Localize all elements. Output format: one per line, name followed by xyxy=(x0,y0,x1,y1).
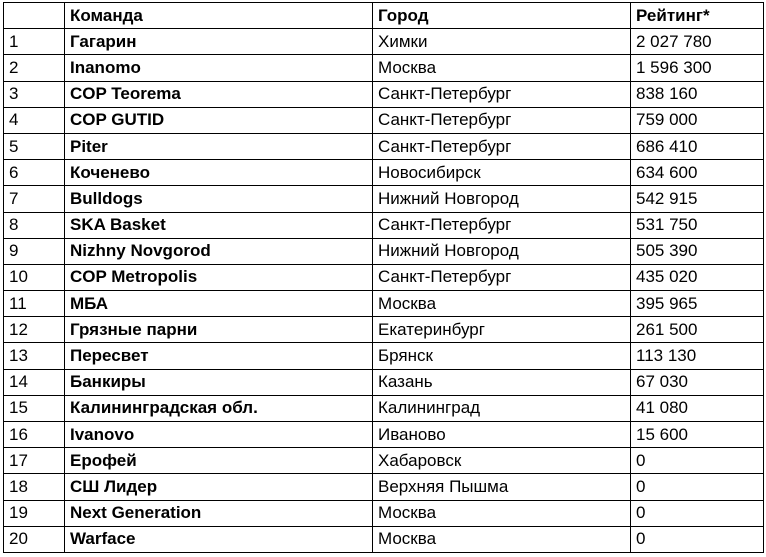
table-row xyxy=(4,291,764,317)
table-row xyxy=(4,212,764,238)
cell-team: SKA Basket xyxy=(65,212,373,238)
table-row xyxy=(4,422,764,448)
cell-rating: 15 600 xyxy=(631,422,764,448)
cell-team: Грязные парни xyxy=(65,317,373,343)
cell-number: 12 xyxy=(4,317,65,343)
cell-rating: 261 500 xyxy=(631,317,764,343)
table-row xyxy=(4,186,764,212)
cell-team: Ерофей xyxy=(65,448,373,474)
cell-number: 7 xyxy=(4,186,65,212)
cell-team: Warface xyxy=(65,526,373,552)
rating-table xyxy=(3,2,764,553)
cell-number: 9 xyxy=(4,238,65,264)
header-team: Команда xyxy=(65,3,373,29)
cell-team: Ivanovo xyxy=(65,422,373,448)
cell-number: 6 xyxy=(4,160,65,186)
table-row xyxy=(4,133,764,159)
cell-number: 19 xyxy=(4,500,65,526)
table-header xyxy=(4,3,764,29)
cell-team: Гагарин xyxy=(65,29,373,55)
cell-number: 2 xyxy=(4,55,65,81)
table-row xyxy=(4,448,764,474)
cell-rating: 0 xyxy=(631,500,764,526)
cell-rating: 505 390 xyxy=(631,238,764,264)
table-row xyxy=(4,160,764,186)
cell-number: 16 xyxy=(4,422,65,448)
table-row xyxy=(4,29,764,55)
cell-city: Екатеринбург xyxy=(373,317,631,343)
cell-team: МБА xyxy=(65,291,373,317)
cell-number: 15 xyxy=(4,395,65,421)
table-row xyxy=(4,395,764,421)
cell-rating: 113 130 xyxy=(631,343,764,369)
cell-team: Пересвет xyxy=(65,343,373,369)
table-row xyxy=(4,107,764,133)
cell-city: Москва xyxy=(373,526,631,552)
cell-number: 14 xyxy=(4,369,65,395)
cell-city: Химки xyxy=(373,29,631,55)
header-rating: Рейтинг* xyxy=(631,3,764,29)
cell-number: 17 xyxy=(4,448,65,474)
cell-team: Коченево xyxy=(65,160,373,186)
cell-number: 1 xyxy=(4,29,65,55)
cell-team: Калининградская обл. xyxy=(65,395,373,421)
cell-city: Москва xyxy=(373,500,631,526)
cell-city: Нижний Новгород xyxy=(373,238,631,264)
cell-rating: 41 080 xyxy=(631,395,764,421)
cell-city: Иваново xyxy=(373,422,631,448)
cell-number: 3 xyxy=(4,81,65,107)
cell-city: Казань xyxy=(373,369,631,395)
header-row xyxy=(4,3,764,29)
cell-city: Санкт-Петербург xyxy=(373,133,631,159)
cell-number: 5 xyxy=(4,133,65,159)
cell-rating: 0 xyxy=(631,526,764,552)
cell-team: Next Generation xyxy=(65,500,373,526)
table-row xyxy=(4,500,764,526)
header-number xyxy=(4,3,65,29)
cell-team: Piter xyxy=(65,133,373,159)
cell-rating: 686 410 xyxy=(631,133,764,159)
cell-rating: 0 xyxy=(631,474,764,500)
cell-rating: 531 750 xyxy=(631,212,764,238)
cell-team: Банкиры xyxy=(65,369,373,395)
cell-number: 20 xyxy=(4,526,65,552)
cell-city: Москва xyxy=(373,55,631,81)
cell-number: 11 xyxy=(4,291,65,317)
cell-rating: 435 020 xyxy=(631,264,764,290)
cell-city: Санкт-Петербург xyxy=(373,107,631,133)
table-row xyxy=(4,238,764,264)
cell-rating: 2 027 780 xyxy=(631,29,764,55)
cell-city: Нижний Новгород xyxy=(373,186,631,212)
cell-city: Верхняя Пышма xyxy=(373,474,631,500)
cell-city: Брянск xyxy=(373,343,631,369)
cell-city: Санкт-Петербург xyxy=(373,81,631,107)
cell-team: Inanomo xyxy=(65,55,373,81)
cell-number: 13 xyxy=(4,343,65,369)
table-row xyxy=(4,343,764,369)
cell-city: Калининград xyxy=(373,395,631,421)
cell-rating: 395 965 xyxy=(631,291,764,317)
cell-city: Санкт-Петербург xyxy=(373,212,631,238)
cell-number: 4 xyxy=(4,107,65,133)
cell-team: COP Metropolis xyxy=(65,264,373,290)
cell-team: Nizhny Novgorod xyxy=(65,238,373,264)
table-row xyxy=(4,264,764,290)
table-row xyxy=(4,317,764,343)
cell-number: 10 xyxy=(4,264,65,290)
table-row xyxy=(4,369,764,395)
cell-rating: 542 915 xyxy=(631,186,764,212)
cell-rating: 634 600 xyxy=(631,160,764,186)
table-row xyxy=(4,526,764,552)
cell-number: 8 xyxy=(4,212,65,238)
cell-city: Санкт-Петербург xyxy=(373,264,631,290)
cell-team: Bulldogs xyxy=(65,186,373,212)
cell-team: СШ Лидер xyxy=(65,474,373,500)
cell-city: Новосибирск xyxy=(373,160,631,186)
table-row xyxy=(4,474,764,500)
table-body xyxy=(4,29,764,553)
cell-number: 18 xyxy=(4,474,65,500)
cell-team: COP Teorema xyxy=(65,81,373,107)
table-row xyxy=(4,55,764,81)
table-row xyxy=(4,81,764,107)
cell-rating: 0 xyxy=(631,448,764,474)
cell-rating: 759 000 xyxy=(631,107,764,133)
cell-team: COP GUTID xyxy=(65,107,373,133)
cell-rating: 838 160 xyxy=(631,81,764,107)
header-city: Город xyxy=(373,3,631,29)
cell-rating: 1 596 300 xyxy=(631,55,764,81)
cell-city: Хабаровск xyxy=(373,448,631,474)
cell-rating: 67 030 xyxy=(631,369,764,395)
cell-city: Москва xyxy=(373,291,631,317)
